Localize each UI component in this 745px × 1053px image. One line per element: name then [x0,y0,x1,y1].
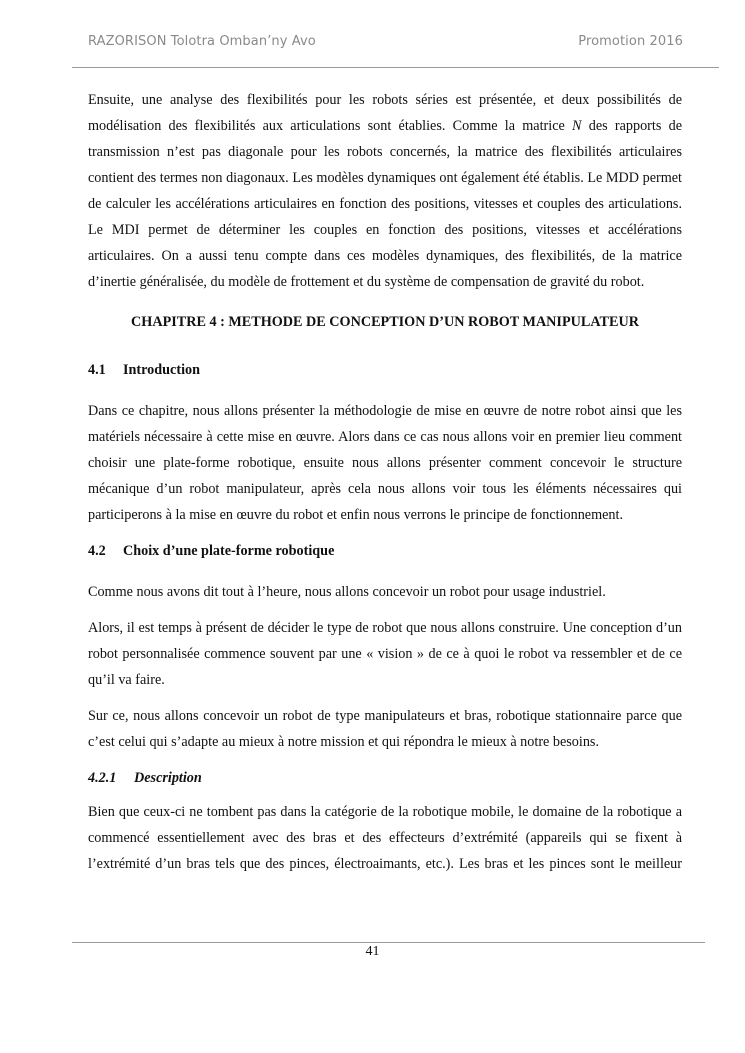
section-4-1-paragraph: Dans ce chapitre, nous allons présenter la méthodologie de mise en œuvre de notre robot ainsi que les matériels nécessaire à cette mise en œuvre. Alors dans ce cas nous allons voir en premier lieu comment choisir une plate-forme robotique, ensuite nous allons présenter comment concevoir le structure mécanique d’un robot manipulateur, après cela nous allons voir tous les éléments nécessaires qui participerons à la mise en œuvre du robot et enfin nous verrons le principe de fonctionnement. [88,403,682,523]
page-content [88,87,682,877]
section-heading-4-2 [88,538,682,564]
header-promotion: Promotion 2016 [578,34,683,49]
section-4-2-paragraph-2: Alors, il est temps à présent de décider le type de robot que nous allons construire. Une conception d’un robot personnalisée commence souvent par une « vision » de ce à quoi le robot va ressembler et de ce qu’il va faire. [88,620,682,688]
section-number: 4.2.1 [88,770,117,786]
intro-text-part2: des rapports de transmission n’est pas diagonale pour les robots concernés, la matrice des flexibilités articulaires contient des termes non diagonaux. Les modèles dynamiques ont également été établis. Le MDD permet de calculer les accélérations articulaires en fonction des positions, vitesses et couples des articulations. Le MDI permet de déterminer les couples en fonction des positions, vitesses et accélérations articulaires. On a aussi tenu compte dans ces modèles dynamiques, des flexibilités, de la matrice d’inertie généralisée, du modèle de frottement et du système de compensation de gravité du robot. [88,118,682,290]
section-title: Description [134,770,202,786]
page-number: 41 [365,944,380,959]
section-number: 4.2 [88,543,106,559]
section-title: Introduction [123,362,200,378]
footer-divider [72,942,705,943]
section-heading-4-1 [88,357,682,383]
section-4-2-paragraph-1: Comme nous avons dit tout à l’heure, nous allons concevoir un robot pour usage industriel. [88,584,606,600]
section-4-2-paragraph-3: Sur ce, nous allons concevoir un robot de type manipulateurs et bras, robotique stationnaire parce que c’est celui qui s’adapte au mieux à notre mission et qui répondra le mieux à notre besoins. [88,708,682,750]
section-number: 4.1 [88,362,106,378]
header-author: RAZORISON Tolotra Omban’ny Avo [88,34,316,49]
intro-text-part1: Ensuite, une analyse des flexibilités pour les robots séries est présentée, et deux possibilités de modélisation des flexibilités aux articulations sont établies. Comme la matrice [88,92,682,134]
page-header [88,34,683,49]
section-title: Choix d’une plate-forme robotique [123,543,335,559]
section-heading-4-2-1 [88,765,682,791]
matrix-variable: N [572,118,582,134]
intro-paragraph [88,87,682,295]
chapter-title: CHAPITRE 4 : METHODE DE CONCEPTION D’UN ROBOT MANIPULATEUR [131,314,639,330]
header-divider [72,67,719,68]
section-4-2-1-paragraph: Bien que ceux-ci ne tombent pas dans la catégorie de la robotique mobile, le domaine de la robotique a commencé essentiellement avec des bras et des effecteurs d’extrémité (appareils qui se fixent à l’extrémité d’un bras tels que des pinces, électroaimants, etc.). Les bras et les pinces sont le meilleur [88,804,682,872]
